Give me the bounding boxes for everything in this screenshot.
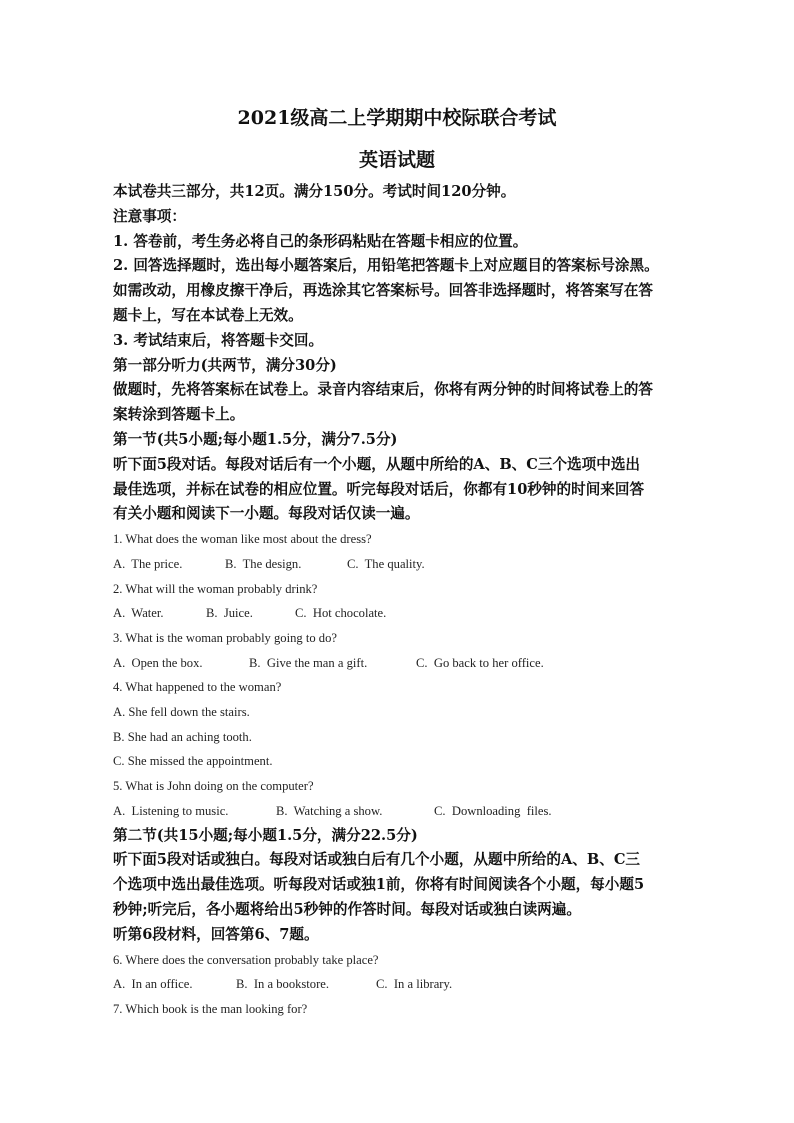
section1-desc-line: 最佳选项，并标在试卷的相应位置。听完每段对话后，你都有10秒钟的时间来回答 <box>113 480 645 498</box>
option-a: A. She fell down the stairs. <box>113 705 250 720</box>
option-a: A. Open the box. <box>113 655 203 670</box>
part1-desc-line: 做题时，先将答案标在试卷上。录音内容结束后，你将有两分钟的时间将试卷上的答 <box>113 381 653 399</box>
option-a: A. The price. <box>113 556 183 571</box>
notice-heading: 注意事项： <box>113 207 186 225</box>
question-5-options <box>113 799 713 824</box>
notice-line: 如需改动，用橡皮擦干净后，再选涂其它答案标号。回答非选择题时，将答案写在答 <box>113 282 653 300</box>
option-c: C. In a library. <box>376 977 453 992</box>
section1-desc-line: 有关小题和阅读下一小题。每段对话仅读一遍。 <box>113 505 420 523</box>
section1-desc-line: 听下面5段对话。每段对话后有一个小题，从题中所给的A、B、C三个选项中选出 <box>113 455 641 473</box>
question-7: 7. Which book is the man looking for? <box>113 1001 308 1016</box>
option-a: A. Listening to music. <box>113 803 229 818</box>
question-5: 5. What is John doing on the computer? <box>113 779 314 794</box>
option-c: C. Go back to her office. <box>416 655 544 670</box>
option-b: B. Give the man a gift. <box>249 655 368 670</box>
exam-title: 2021级高二上学期期中校际联合考试 <box>237 107 557 129</box>
option-b: B. She had an aching tooth. <box>113 729 252 744</box>
question-2: 2. What will the woman probably drink? <box>113 581 318 596</box>
material-6-heading: 听第6段材料，回答第6、7题。 <box>113 925 319 943</box>
notice-line: 2. 回答选择题时，选出每小题答案后，用铅笔把答题卡上对应题目的答案标号涂黑。 <box>113 257 659 275</box>
question-3: 3. What is the woman probably going to do? <box>113 630 337 645</box>
notice-line: 题卡上，写在本试卷上无效。 <box>113 306 303 324</box>
section2-desc-line: 个选项中选出最佳选项。听每段对话或独1前，你将有时间阅读各个小题，每小题5 <box>113 876 645 894</box>
option-b: B. Juice. <box>206 606 253 621</box>
notice-line: 1. 答卷前，考生务必将自己的条形码粘贴在答题卡相应的位置。 <box>113 232 528 250</box>
exam-subtitle: 英语试题 <box>358 149 435 171</box>
option-b: B. The design. <box>225 556 302 571</box>
option-c: C. Hot chocolate. <box>295 606 387 621</box>
option-c: C. The quality. <box>347 556 425 571</box>
question-6: 6. Where does the conversation probably take place? <box>113 952 379 967</box>
option-a: A. In an office. <box>113 977 193 992</box>
option-b: B. Watching a show. <box>276 803 383 818</box>
exam-info: 本试卷共三部分，共12页。满分150分。考试时间120分钟。 <box>113 183 516 200</box>
question-3-options <box>113 651 713 676</box>
question-1: 1. What does the woman like most about the dress? <box>113 532 372 547</box>
section2-desc-line: 听下面5段对话或独白。每段对话或独白后有几个小题，从题中所给的A、B、C三 <box>113 851 641 869</box>
section2-desc-line: 秒钟;听完后，各小题将给出5秒钟的作答时间。每段对话或独白读两遍。 <box>113 900 581 918</box>
question-1-options <box>113 552 713 577</box>
section2-heading: 第二节(共15小题;每小题1.5分，满分22.5分) <box>113 826 418 844</box>
option-c: C. Downloading files. <box>434 803 552 818</box>
option-b: B. In a bookstore. <box>236 977 330 992</box>
option-a: A. Water. <box>113 606 164 621</box>
section1-heading: 第一节(共5小题;每小题1.5分，满分7.5分) <box>113 430 398 448</box>
part1-desc-line: 案转涂到答题卡上。 <box>113 406 245 424</box>
question-4: 4. What happened to the woman? <box>113 680 282 695</box>
option-c: C. She missed the appointment. <box>113 754 273 769</box>
notice-line: 3. 考试结束后，将答题卡交回。 <box>113 331 324 349</box>
question-6-options <box>113 972 713 997</box>
exam-content <box>113 180 713 1022</box>
question-2-options <box>113 601 713 626</box>
part1-heading: 第一部分听力(共两节，满分30分) <box>113 356 337 374</box>
